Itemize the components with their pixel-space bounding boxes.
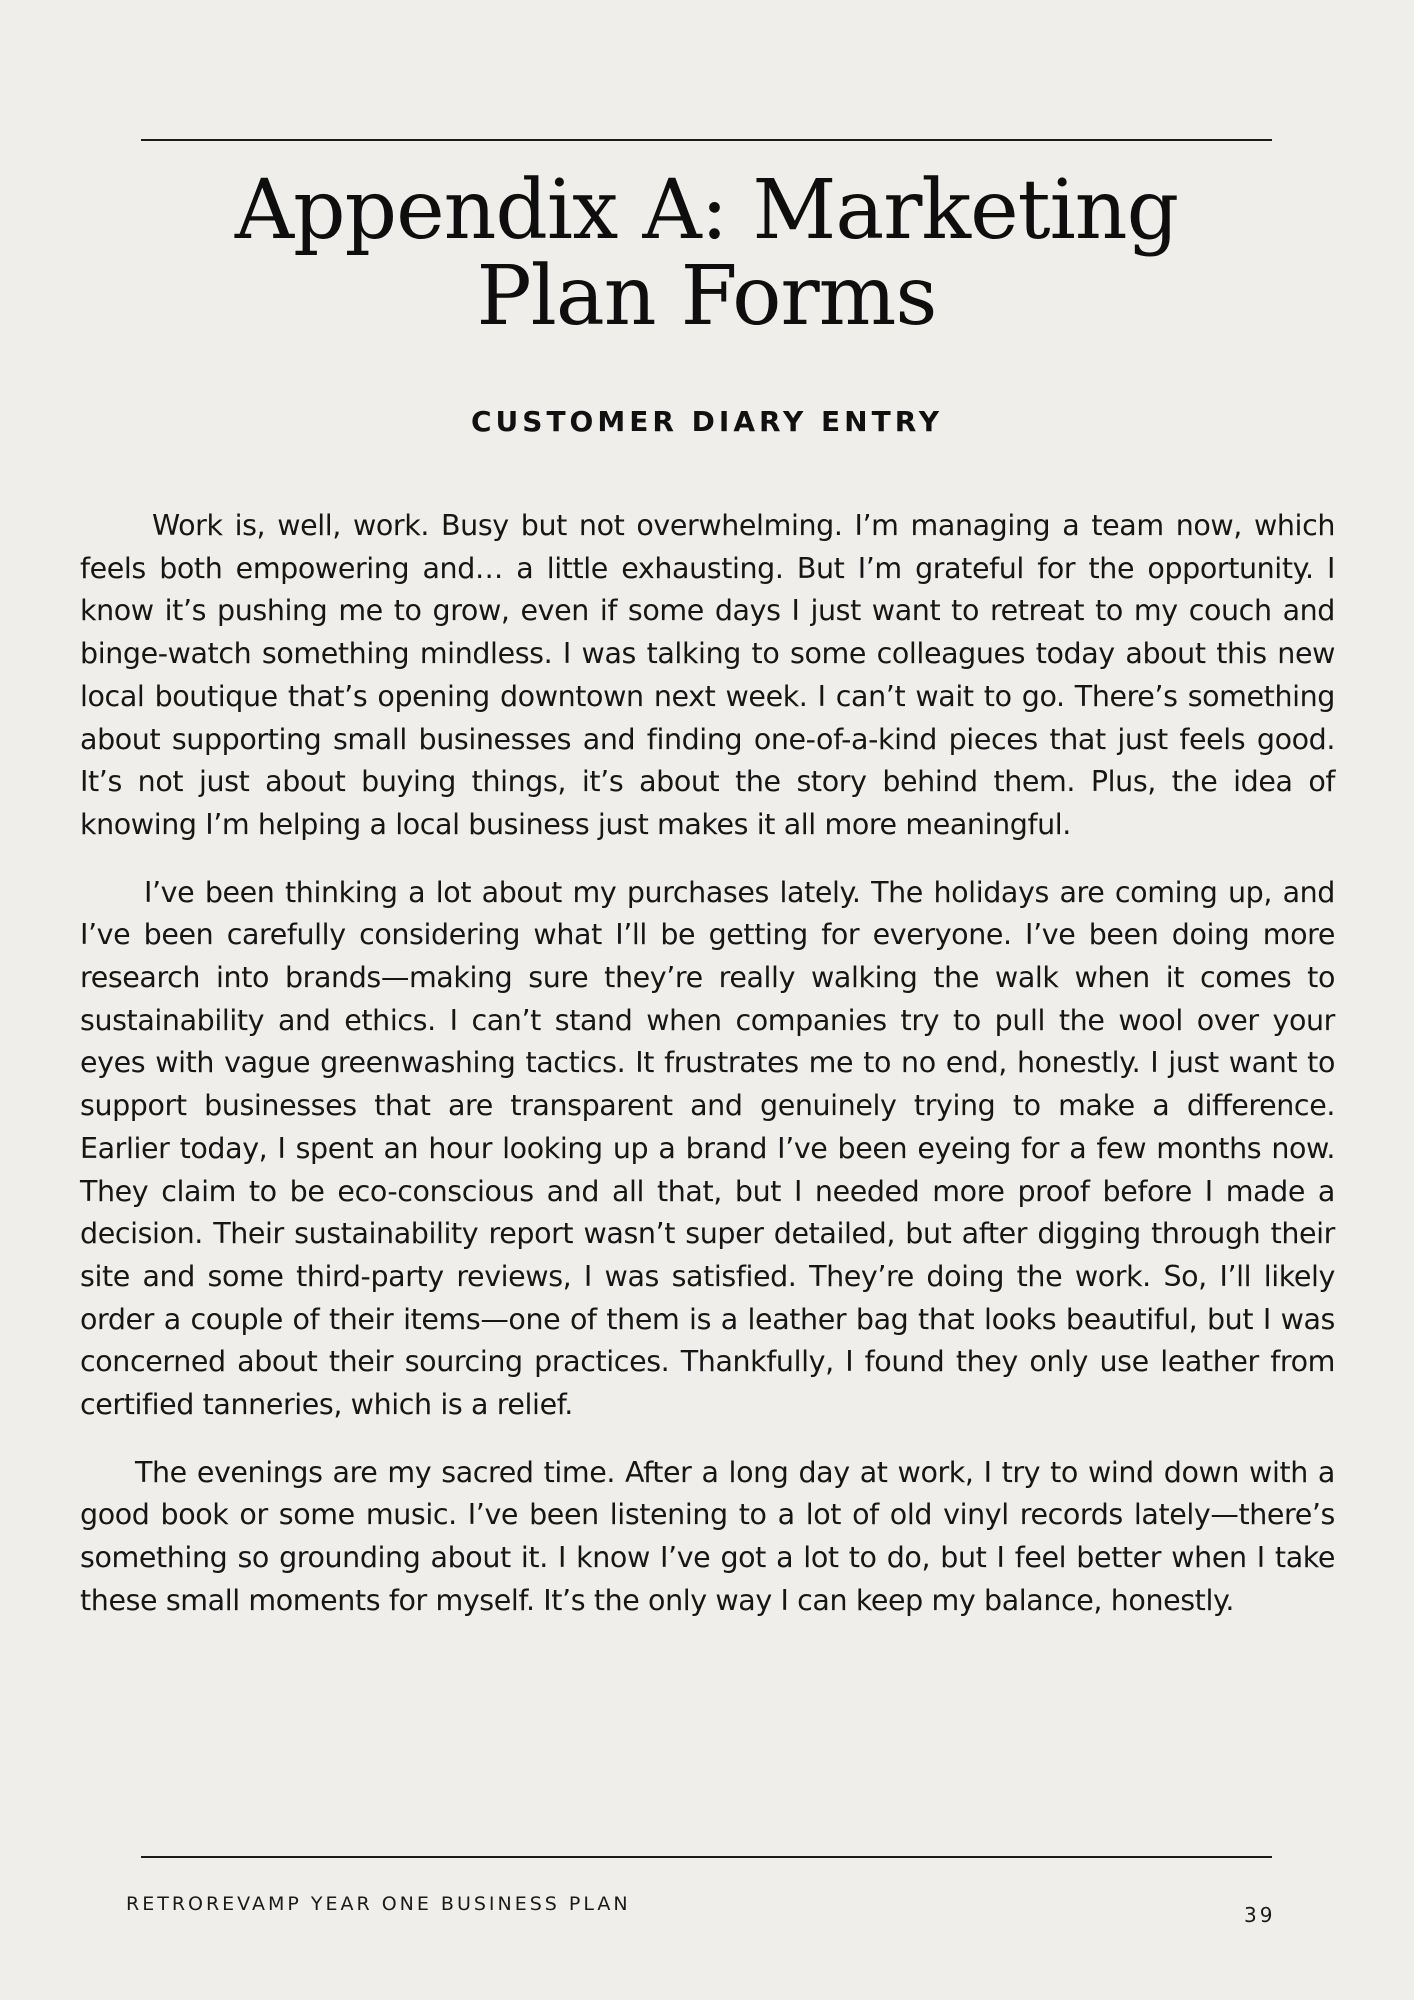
diary-paragraph: The evenings are my sacred time. After a long day at work, I try to wind down with a good book or some music. I’ve been listening to a lot of old vinyl records lately—there’s something so grounding about it. I know I’ve got a lot to do, but I feel better when I take these small moments for myself. It’s the only way I can keep my balance, honestly. [80,1455,1335,1617]
page-number: 39 [1244,1903,1276,1927]
diary-body [80,505,1335,1648]
diary-paragraph: I’ve been thinking a lot about my purchases lately. The holidays are coming up, and I’ve been carefully considering what I’ll be getting for everyone. I’ve been doing more research into brands—making sure they’re really walking the walk when it comes to sustainability and ethics. I can’t stand when companies try to pull the wool over your eyes with vague greenwashing tactics. It frustrates me to no end, honestly. I just want to support businesses that are transparent and genuinely trying to make a difference. Earlier today, I spent an hour looking up a brand I’ve been eyeing for a few months now. They claim to be eco-conscious and all that, but I needed more proof before I made a decision. Their sustainability report wasn’t super detailed, but after digging through their site and some third-party reviews, I was satisfied. They’re doing the work. So, I’ll likely order a couple of their items—one of them is a leather bag that looks beautiful, but I was concerned about their sourcing practices. Thankfully, I found they only use leather from certified tanneries, which is a relief. [80,875,1335,1422]
top-divider [141,139,1272,141]
diary-paragraph: Work is, well, work. Busy but not overwhelming. I’m managing a team now, which feels both empowering and… a little exhausting. But I’m grateful for the opportunity. I know it’s pushing me to grow, even if some days I just want to retreat to my couch and binge-watch something mindless. I was talking to some colleagues today about this new local boutique that’s opening downtown next week. I can’t wait to go. There’s something about supporting small businesses and finding one-of-a-kind pieces that just feels good. It’s not just about buying things, it’s about the story behind them. Plus, the idea of knowing I’m helping a local business just makes it all more meaningful. [80,509,1335,841]
section-subtitle: CUSTOMER DIARY ENTRY [471,405,943,438]
footer-document-name: RETROREVAMP YEAR ONE BUSINESS PLAN [126,1893,631,1915]
page-title: Appendix A: Marketing Plan Forms [234,163,1179,344]
bottom-divider [141,1856,1272,1858]
